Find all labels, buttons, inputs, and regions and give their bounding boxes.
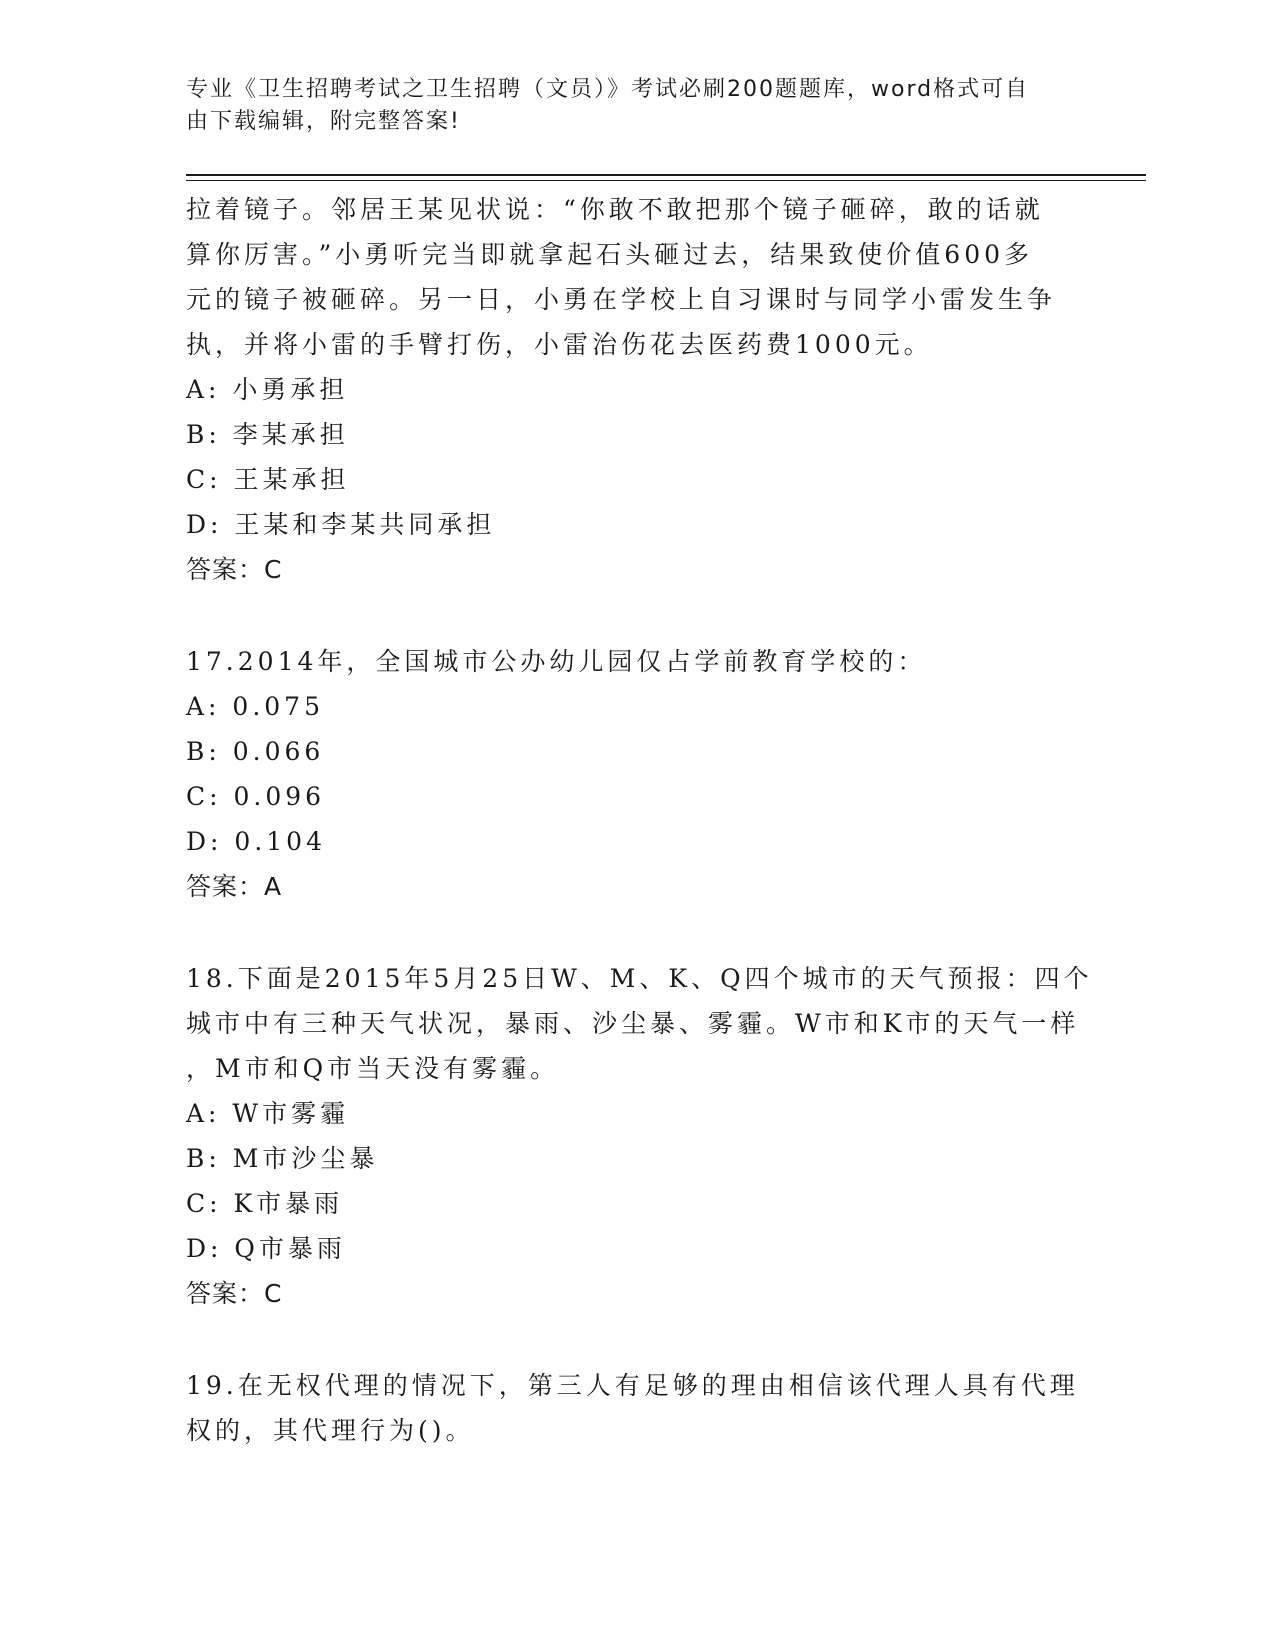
option-a: A: 小勇承担 — [186, 375, 349, 404]
question-text-line: 算你厉害。”小勇听完当即就拿起石头砸过去，结果致使价值600多 — [186, 240, 1034, 269]
question-text-line: 17.2014年，全国城市公办幼儿园仅占学前教育学校的： — [186, 647, 927, 676]
header-line-1: 专业《卫生招聘考试之卫生招聘（文员）》考试必刷200题题库，word格式可自 — [186, 77, 1030, 102]
question-16 — [186, 187, 1086, 592]
header-divider-thin — [186, 180, 1146, 181]
option-a: A: W市雾霾 — [186, 1099, 350, 1128]
option-b: B: M市沙尘暴 — [186, 1144, 379, 1173]
question-17 — [186, 639, 1086, 909]
question-text-line: 权的，其代理行为()。 — [186, 1416, 475, 1445]
header-divider-thick — [186, 174, 1146, 176]
question-text-line: 元的镜子被砸碎。另一日，小勇在学校上自习课时与同学小雷发生争 — [186, 285, 1057, 314]
option-b: B: 李某承担 — [186, 420, 349, 449]
option-d: D: 0.104 — [186, 827, 326, 856]
question-text-line: 拉着镜子。邻居王某见状说：“你敢不敢把那个镜子砸碎，敢的话就 — [186, 195, 1044, 224]
question-text-line: 19.在无权代理的情况下，第三人有足够的理由相信该代理人具有代理 — [186, 1371, 1079, 1400]
option-c: C: K市暴雨 — [186, 1189, 344, 1218]
question-text-line: ，M市和Q市当天没有雾霾。 — [186, 1054, 560, 1083]
option-c: C: 0.096 — [186, 782, 326, 811]
question-text-line: 城市中有三种天气状况，暴雨、沙尘暴、雾霾。W市和K市的天气一样 — [186, 1009, 1080, 1038]
header-line-2: 由下载编辑，附完整答案! — [186, 109, 461, 134]
question-text-line: 18.下面是2015年5月25日W、M、K、Q四个城市的天气预报：四个 — [186, 964, 1093, 993]
spacer — [186, 909, 1086, 956]
option-d: D: Q市暴雨 — [186, 1234, 346, 1263]
question-18 — [186, 956, 1093, 1316]
question-content — [186, 187, 1093, 1453]
answer: 答案：C — [186, 1279, 283, 1308]
answer: 答案：C — [186, 555, 283, 584]
page-header — [186, 74, 1066, 138]
question-19 — [186, 1363, 1086, 1453]
answer: 答案：A — [186, 872, 283, 901]
question-text-line: 执，并将小雷的手臂打伤，小雷治伤花去医药费1000元。 — [186, 330, 933, 359]
option-c: C: 王某承担 — [186, 465, 350, 494]
option-a: A: 0.075 — [186, 692, 324, 721]
option-b: B: 0.066 — [186, 737, 325, 766]
option-d: D: 王某和李某共同承担 — [186, 510, 496, 539]
spacer — [186, 1316, 1086, 1363]
spacer — [186, 592, 1086, 639]
